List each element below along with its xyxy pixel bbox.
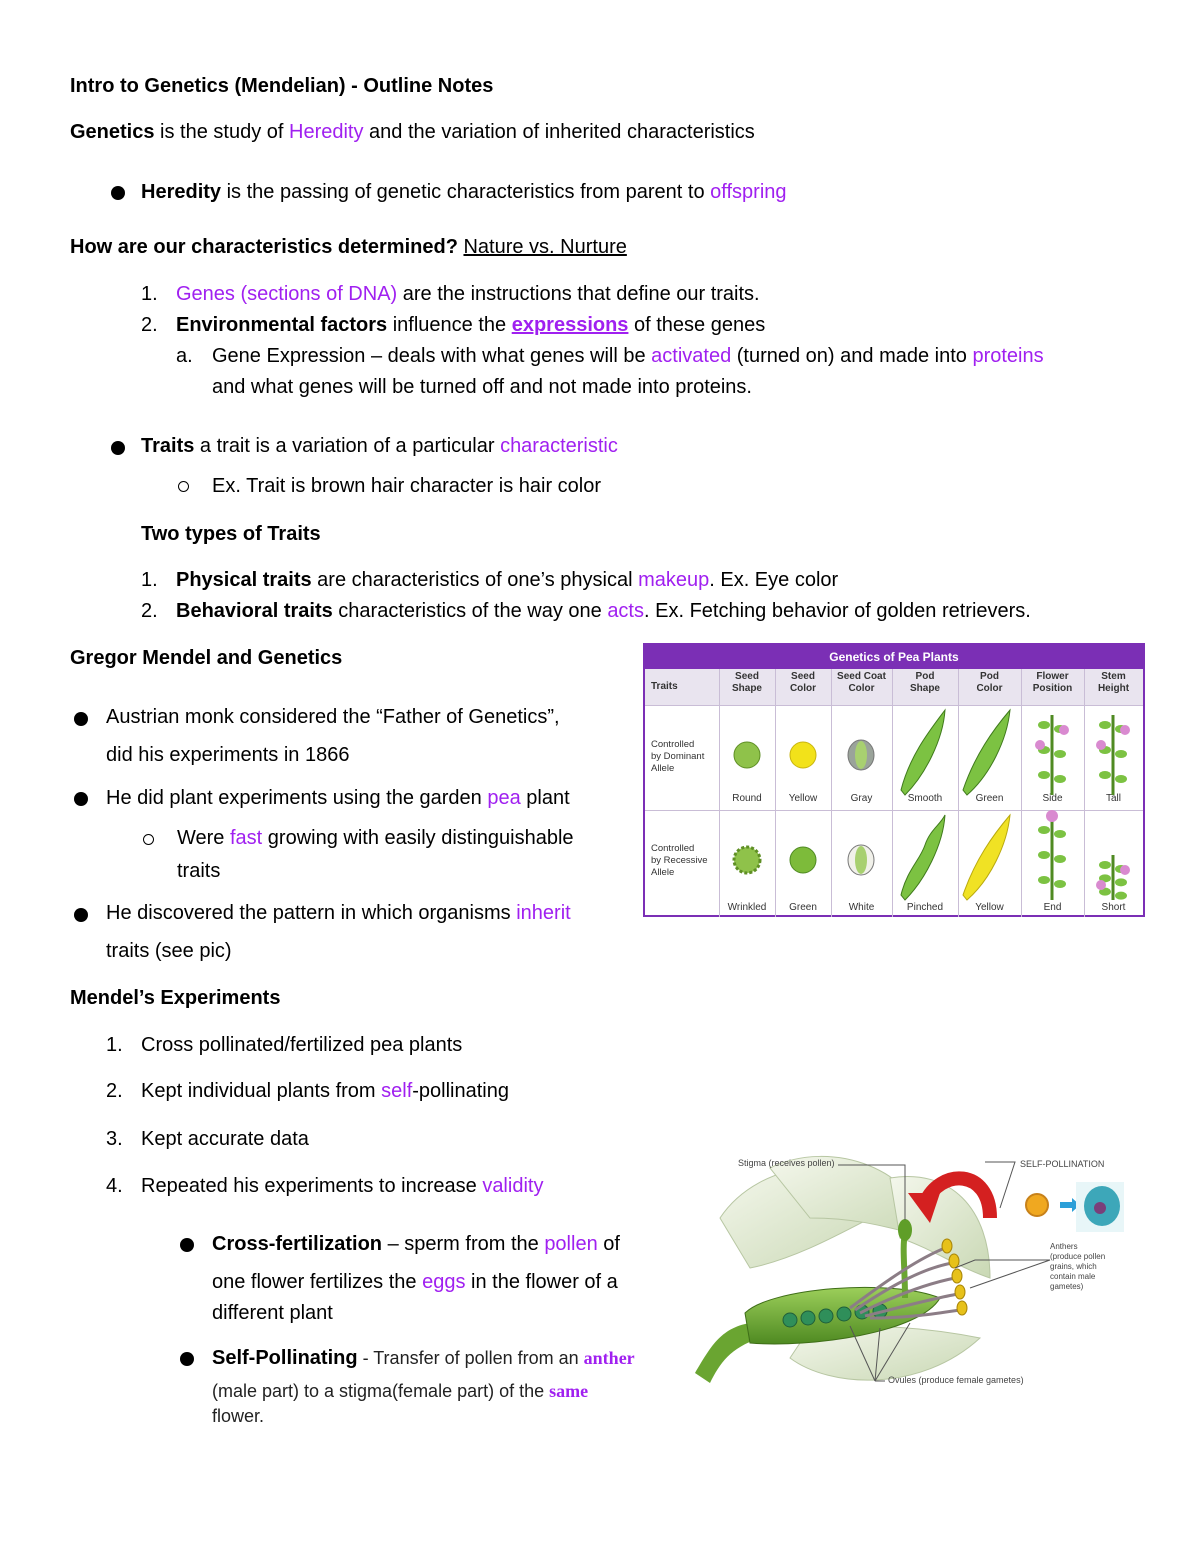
pea-flower-recessive [1120, 865, 1130, 875]
pea-plant-leaf-recessive [1038, 876, 1050, 884]
list-number: 2. [106, 1080, 123, 1102]
table-header-0: Seed Shape [731, 671, 762, 694]
pea-seed-coat-inner-recessive [855, 846, 867, 874]
section-heading-two-types: Two types of Traits [141, 523, 321, 545]
table-header-traits: Traits [651, 681, 678, 692]
label-self-pollination: SELF-POLLINATION [1020, 1159, 1105, 1169]
recessive-trait-label: Yellow [975, 902, 1004, 913]
pea-pod-shape-recessive [901, 815, 945, 900]
pea-plant-leaf-dominant [1115, 750, 1127, 758]
table-header-2: Seed Coat Color [837, 671, 886, 694]
pea-plant-leaf-dominant [1038, 771, 1050, 779]
recessive-trait-label: Pinched [906, 902, 944, 913]
dominant-trait-label: Green [975, 793, 1004, 804]
self-pollinating-cont: (male part) to a stigma(female part) of the same [212, 1381, 589, 1401]
traits-bullet: Traits a trait is a variation of a particular characteristic [141, 435, 618, 457]
self-pollinating: Self-Pollinating - Transfer of pollen from an anther [212, 1347, 635, 1369]
pea-plant-leaf-recessive [1038, 826, 1050, 834]
mendel-bullet-2: He did plant experiments using the garden pea plant [106, 787, 570, 809]
self-pollination-diagram [690, 1148, 1150, 1398]
pea-pod-color-recessive [963, 815, 1010, 900]
table-header-3: Pod Shape [909, 671, 940, 694]
pea-pod-shape-dominant [901, 710, 945, 795]
pea-illustrations [645, 645, 1143, 915]
list-number: 2. [141, 314, 158, 336]
list-item-genes: Genes (sections of DNA) are the instructions that define our traits. [176, 283, 760, 305]
mendel-bullet-1: Austrian monk considered the “Father of Genetics”, [106, 706, 560, 728]
list-item-behavioral: Behavioral traits characteristics of the way one acts. Ex. Fetching behavior of golden retrievers. [176, 600, 1031, 622]
label-stigma: Stigma (receives pollen) [738, 1158, 835, 1168]
bullet-icon [180, 1352, 194, 1366]
experiment-4: Repeated his experiments to increase validity [141, 1175, 544, 1197]
mendel-sub-bullet-cont: traits [177, 860, 221, 882]
section-heading-determined: How are our characteristics determined? Nature vs. Nurture [70, 236, 627, 258]
circle-bullet-icon [143, 834, 154, 845]
list-letter: a. [176, 345, 193, 367]
dominant-trait-label: Round [732, 793, 762, 804]
section-heading-mendel: Gregor Mendel and Genetics [70, 647, 343, 669]
table-header-6: Stem Height [1097, 671, 1130, 694]
mendel-bullet-1-cont: did his experiments in 1866 [106, 744, 350, 766]
pea-seed-shape-recessive [734, 847, 760, 873]
pea-plant-leaf-dominant [1054, 775, 1066, 783]
recessive-row-label: Controlled by Recessive Allele [651, 843, 708, 878]
table-header-1: Seed Color [789, 671, 817, 694]
table-header-4: Pod Color [976, 671, 1003, 694]
pea-seed-color-dominant [790, 742, 816, 768]
list-number: 4. [106, 1175, 123, 1197]
pea-plant-leaf-recessive [1054, 855, 1066, 863]
pea-plant-leaf-dominant [1099, 721, 1111, 729]
list-number: 1. [106, 1034, 123, 1056]
cross-fertilization-cont-2: different plant [212, 1302, 333, 1324]
bullet-icon [180, 1238, 194, 1252]
bullet-icon [111, 186, 125, 200]
label-ovules: Ovules (produce female gametes) [888, 1375, 1024, 1385]
traits-example: Ex. Trait is brown hair character is hair color [212, 475, 602, 497]
list-item-gene-expression-cont: and what genes will be turned off and not made into proteins. [212, 376, 752, 398]
dominant-trait-label: Side [1042, 793, 1063, 804]
recessive-trait-label: Short [1101, 902, 1126, 913]
pea-flower-dominant [1059, 725, 1069, 735]
pea-seed-color-recessive [790, 847, 816, 873]
table-header-5: Flower Position [1032, 671, 1073, 694]
genetics-definition: Genetics is the study of Heredity and the variation of inherited characteristics [70, 121, 755, 143]
section-heading-experiments: Mendel’s Experiments [70, 987, 281, 1009]
recessive-trait-label: Wrinkled [727, 902, 767, 913]
dominant-row-label: Controlled by Dominant Allele [651, 739, 705, 774]
pea-flower-dominant [1035, 740, 1045, 750]
circle-bullet-icon [178, 481, 189, 492]
experiment-2: Kept individual plants from self-pollinating [141, 1080, 509, 1102]
dominant-trait-label: Tall [1105, 793, 1121, 804]
pea-seed-shape-dominant [734, 742, 760, 768]
list-number: 1. [141, 569, 158, 591]
pea-seed-coat-inner-dominant [855, 741, 867, 769]
bullet-icon [74, 792, 88, 806]
pea-plant-leaf-dominant [1099, 771, 1111, 779]
pea-flower-dominant [1096, 740, 1106, 750]
pea-plant-leaf-recessive [1099, 861, 1111, 869]
recessive-trait-label: End [1043, 902, 1062, 913]
pea-plant-leaf-recessive [1054, 830, 1066, 838]
recessive-trait-label: Green [789, 902, 817, 913]
list-item-physical: Physical traits are characteristics of one’s physical makeup. Ex. Eye color [176, 569, 839, 591]
table-title: Genetics of Pea Plants [645, 645, 1143, 669]
list-number: 1. [141, 283, 158, 305]
pea-plant-leaf-dominant [1038, 721, 1050, 729]
cross-fertilization: Cross-fertilization – sperm from the pollen of [212, 1233, 620, 1255]
pea-flower-recessive [1046, 810, 1058, 822]
pea-flower-dominant [1120, 725, 1130, 735]
experiment-3: Kept accurate data [141, 1128, 309, 1150]
mendel-bullet-3-cont: traits (see pic) [106, 940, 232, 962]
pea-plant-leaf-recessive [1115, 892, 1127, 900]
pea-plant-leaf-recessive [1115, 878, 1127, 886]
list-number: 2. [141, 600, 158, 622]
bullet-icon [74, 712, 88, 726]
pea-plant-leaf-dominant [1054, 750, 1066, 758]
pea-flower-recessive [1096, 880, 1106, 890]
recessive-trait-label: White [848, 902, 875, 913]
label-anthers: Anthers (produce pollen grains, which contain male gametes) [1050, 1242, 1106, 1291]
pea-pod-color-dominant [963, 710, 1010, 795]
mendel-bullet-3: He discovered the pattern in which organisms inherit [106, 902, 571, 924]
list-item-environment: Environmental factors influence the expressions of these genes [176, 314, 766, 336]
mendel-sub-bullet: Were fast growing with easily distinguishable [177, 827, 574, 849]
pea-plants-table [643, 643, 1145, 917]
page-title: Intro to Genetics (Mendelian) - Outline Notes [70, 75, 494, 97]
dominant-trait-label: Yellow [788, 793, 818, 804]
experiment-1: Cross pollinated/fertilized pea plants [141, 1034, 463, 1056]
bullet-icon [111, 441, 125, 455]
pea-plant-leaf-dominant [1115, 775, 1127, 783]
dominant-trait-label: Smooth [907, 793, 943, 804]
self-pollinating-cont-2: flower. [212, 1406, 265, 1426]
pea-plant-leaf-recessive [1054, 880, 1066, 888]
bullet-icon [74, 908, 88, 922]
list-item-gene-expression: Gene Expression – deals with what genes will be activated (turned on) and made into proteins [212, 345, 1044, 367]
list-number: 3. [106, 1128, 123, 1150]
pea-plant-leaf-recessive [1038, 851, 1050, 859]
heredity-bullet: Heredity is the passing of genetic characteristics from parent to offspring [141, 181, 787, 203]
dominant-trait-label: Gray [850, 793, 873, 804]
cross-fertilization-cont: one flower fertilizes the eggs in the flower of a [212, 1271, 618, 1293]
